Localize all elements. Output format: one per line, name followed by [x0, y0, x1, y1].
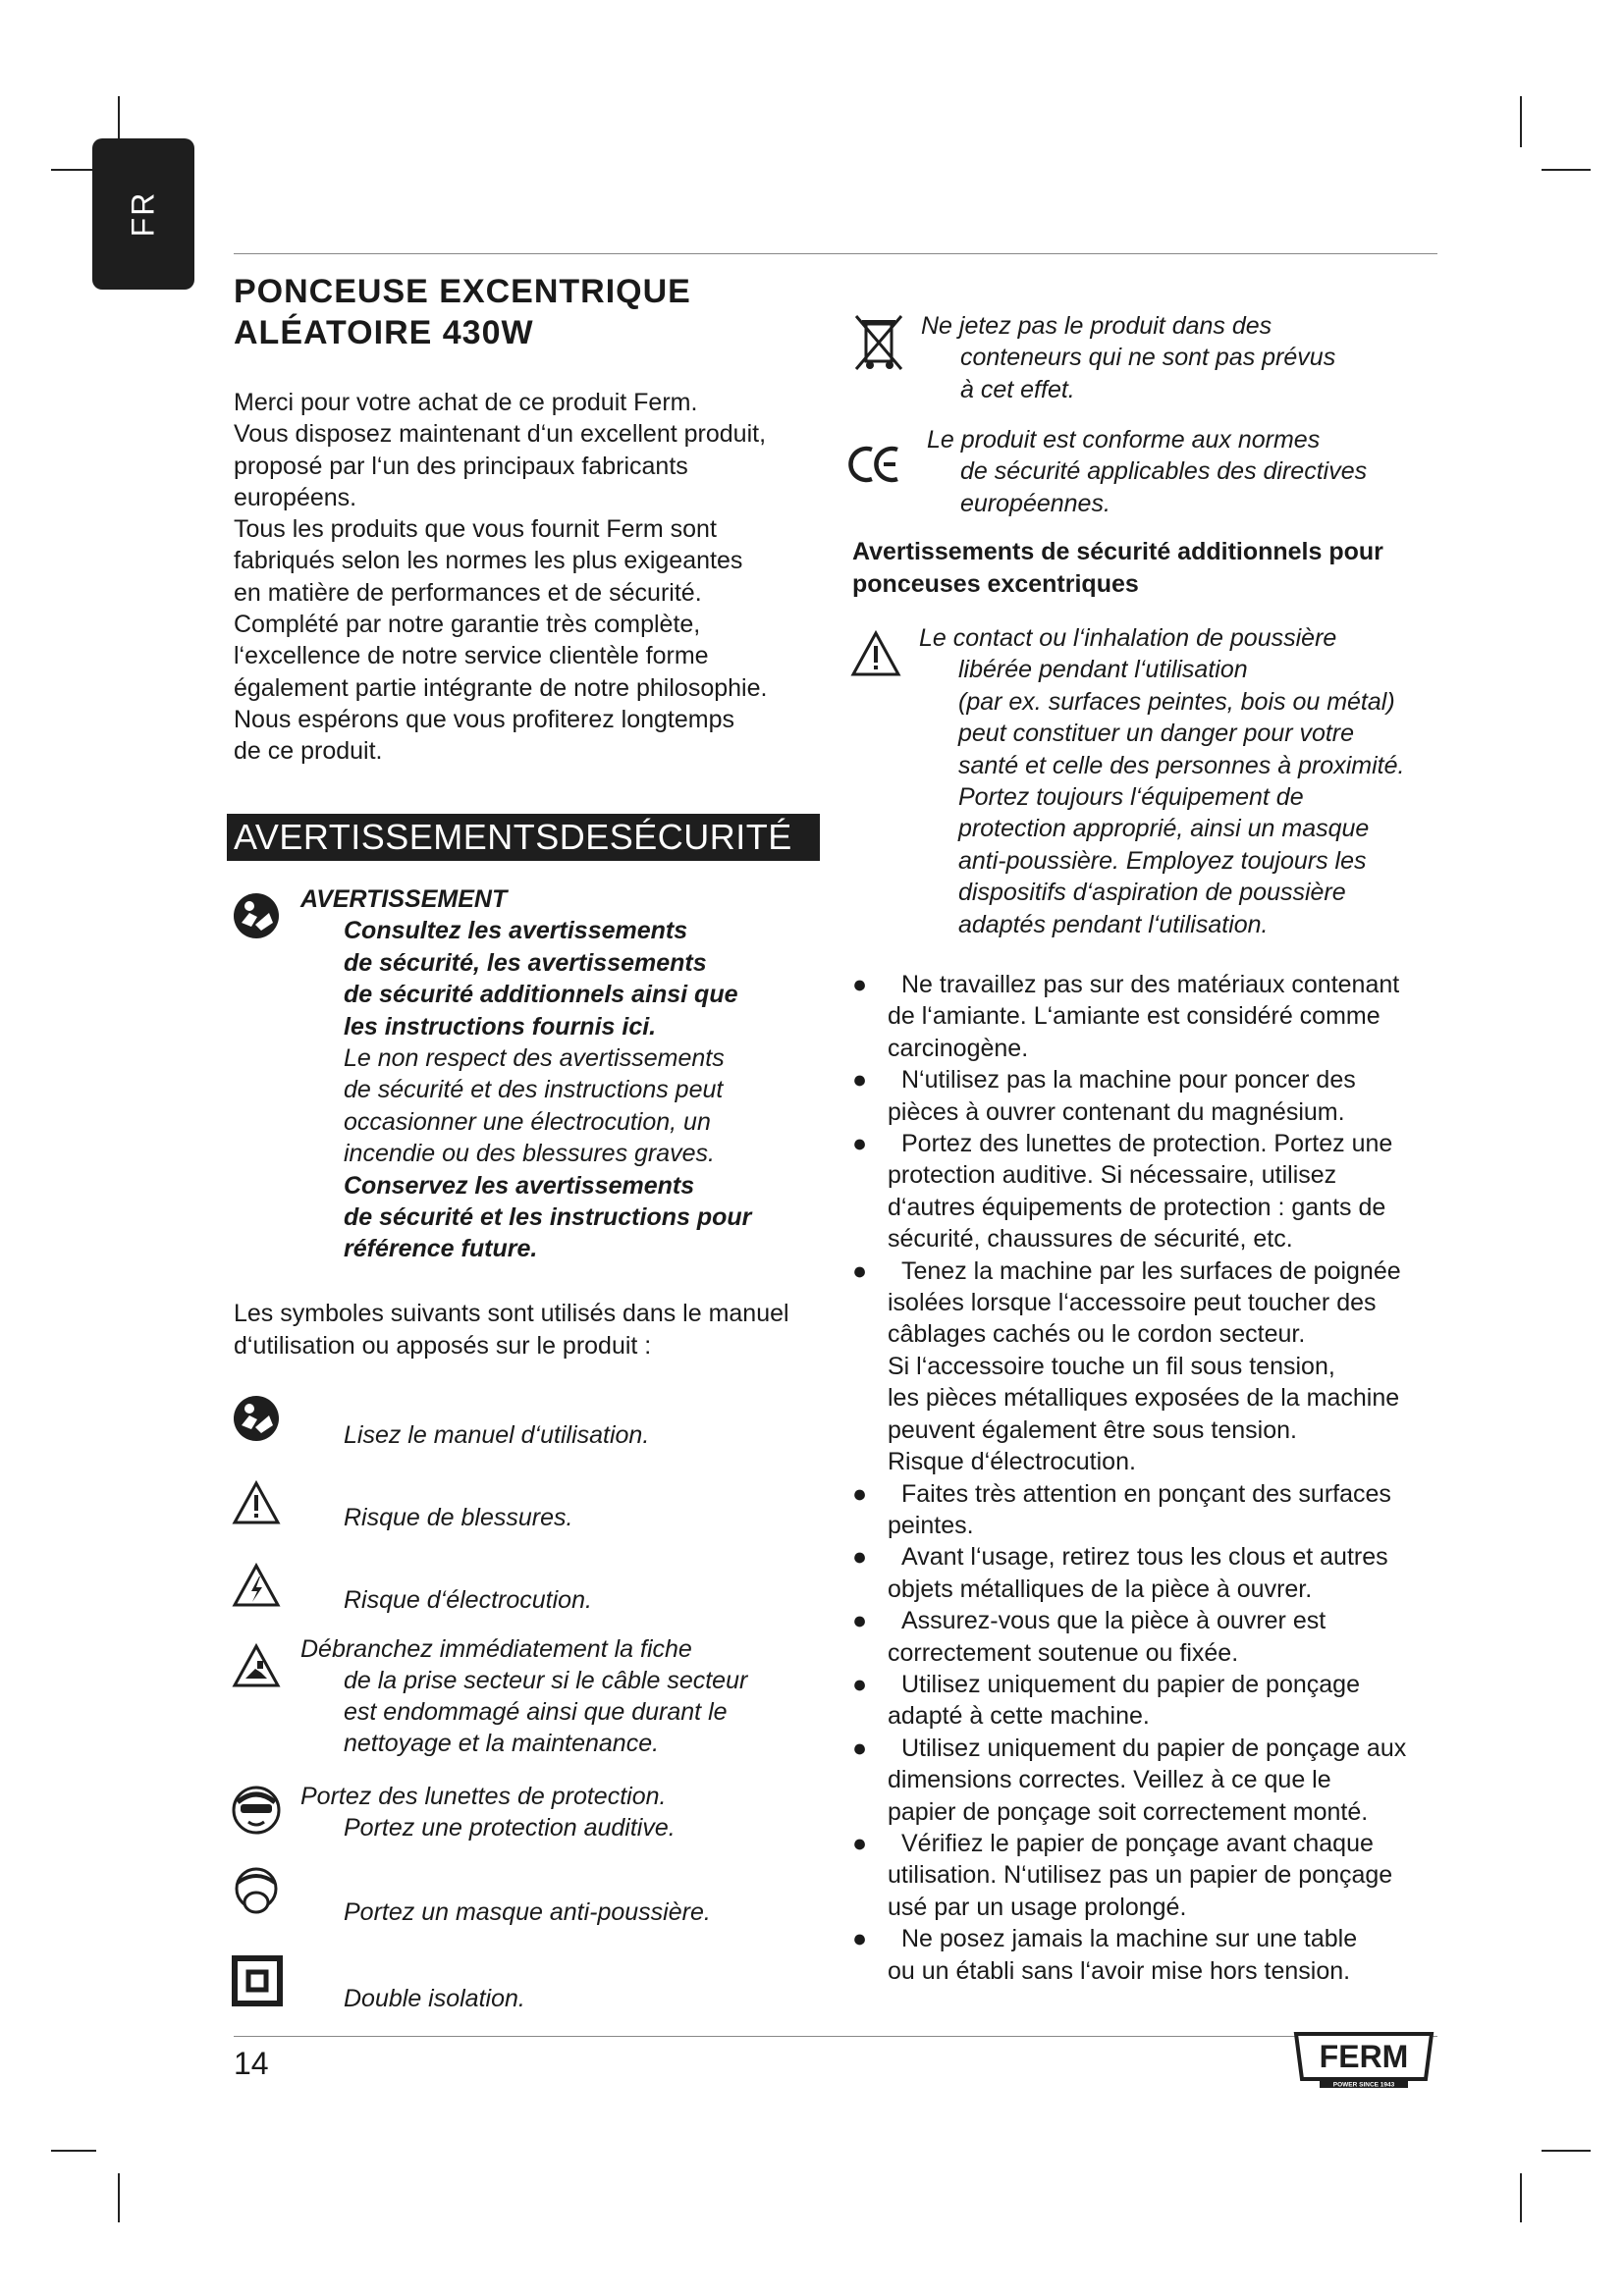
- list-item: ● Faites très attention en ponçant des surfaces peintes.: [852, 1479, 1391, 1539]
- symbol-double-text: Double isolation.: [344, 1985, 525, 2012]
- page-number: 14: [234, 2046, 269, 2081]
- crop-mark: [51, 169, 94, 171]
- list-item: ● N‘utilisez pas la machine pour poncer des pièces à ouvrer contenant du magnésium.: [852, 1066, 1356, 1126]
- logo-name: FERM: [1319, 2039, 1409, 2074]
- list-item: ● Portez des lunettes de protection. Portez une protection auditive. Si nécessaire, utilisez d‘autres équipements de protection : gants de sécurité, chaussures de sécurité, etc.: [852, 1130, 1393, 1254]
- list-item: ● Ne travaillez pas sur des matériaux contenant de l‘amiante. L‘amiante est considéré comme carcinogène.: [852, 971, 1400, 1062]
- read-manual-icon: [232, 891, 281, 940]
- crop-mark: [1542, 169, 1591, 171]
- crop-mark: [1542, 2150, 1591, 2152]
- crop-mark: [51, 2150, 96, 2152]
- goggles-ear-protection-icon: [232, 1785, 281, 1836]
- list-item: ● Avant l‘usage, retirez tous les clous et autres objets métalliques de la pièce à ouvrer.: [852, 1543, 1388, 1603]
- section-heading: AVERTISSEMENTSDESÉCURITÉ: [227, 814, 820, 861]
- double-insulation-icon: [232, 1955, 283, 2006]
- symbol-goggles-text: Portez des lunettes de protection. Portez une protection auditive.: [300, 1783, 676, 1842]
- safety-heading: Avertissements de sécurité additionnels pour ponceuses excentriques: [852, 538, 1383, 598]
- bottom-rule: [234, 2036, 1437, 2037]
- warning-triangle-icon: [850, 630, 901, 677]
- safety-bullet-list: [852, 969, 1451, 1987]
- symbol-electro-text: Risque d‘électrocution.: [344, 1586, 592, 1614]
- crop-mark: [118, 2173, 120, 2222]
- symbol-mask-text: Portez un masque anti-poussière.: [344, 1898, 711, 1926]
- dust-mask-icon: [232, 1865, 281, 1918]
- crop-mark: [1520, 2173, 1522, 2222]
- language-tab: FR: [92, 138, 194, 290]
- list-item: ● Ne posez jamais la machine sur une table ou un établi sans l‘avoir mise hors tension.: [852, 1925, 1358, 1985]
- page-title: PONCEUSE EXCENTRIQUE ALÉATOIRE 430W: [234, 273, 691, 351]
- list-item: ● Vérifiez le papier de ponçage avant chaque utilisation. N‘utilisez pas un papier de ponçage usé par un usage prolongé.: [852, 1829, 1393, 1921]
- intro-paragraph: Merci pour votre achat de ce produit Ferm. Vous disposez maintenant d‘un excellent produit, proposé par l‘un des principaux fabricants européens. Tous les produits que vous fournit Ferm sont fabriqués selon les normes les plus exigeantes en matière de performances et de sécurité. Complété par notre garantie très complète, l‘excellence de notre service clientèle forme également partie intégrante de notre philosophie. Nous espérons que vous profiterez longtemps de ce produit.: [234, 389, 768, 766]
- symbols-intro: Les symboles suivants sont utilisés dans le manuel d‘utilisation ou apposés sur le produit :: [234, 1300, 789, 1360]
- list-item: ● Utilisez uniquement du papier de ponçage adapté à cette machine.: [852, 1670, 1360, 1731]
- top-rule: [234, 253, 1437, 254]
- crop-mark: [118, 96, 120, 141]
- bin-symbol-text: Ne jetez pas le produit dans des conteneurs qui ne sont pas prévus à cet effet.: [921, 312, 1336, 403]
- weee-bin-icon: [850, 312, 907, 373]
- ce-mark-icon: [848, 444, 903, 485]
- dust-warning-text: Le contact ou l‘inhalation de poussière libérée pendant l‘utilisation (par ex. surfaces peintes, bois ou métal) peut constituer un danger pour votre santé et celle des personnes à proximité. Portez toujours l‘équipement de protection approprié, ainsi un masque anti-poussière. Employez toujours les dispositifs d‘aspiration de poussière adaptés pendant l‘utilisation.: [919, 624, 1405, 938]
- ce-symbol-text: Le produit est conforme aux normes de sécurité applicables des directives européennes.: [927, 426, 1368, 517]
- electric-hazard-icon: [232, 1563, 281, 1608]
- list-item: ● Assurez-vous que la pièce à ouvrer est correctement soutenue ou fixée.: [852, 1607, 1326, 1667]
- warning-block: AVERTISSEMENT Consultez les avertissements de sécurité, les avertissements de sécurité additionnels ainsi que les instructions fournis ici. Le non respect des avertissements de sécurité et des instructions peut occasionner une électrocution, un incendie ou des blessures graves. Conservez les avertissements de sécurité et les instructions pour référence future.: [300, 885, 752, 1263]
- ferm-logo: [1292, 2030, 1435, 2089]
- read-manual-icon: [232, 1394, 281, 1443]
- crop-mark: [1520, 96, 1522, 147]
- logo-tagline: POWER SINCE 1943: [1332, 2081, 1395, 2089]
- list-item: ● Utilisez uniquement du papier de ponçage aux dimensions correctes. Veillez à ce que le papier de ponçage soit correctement monté.: [852, 1734, 1407, 1826]
- symbol-manual-text: Lisez le manuel d‘utilisation.: [344, 1421, 650, 1449]
- warning-triangle-icon: [232, 1480, 281, 1525]
- unplug-warning-icon: [232, 1643, 281, 1688]
- symbol-unplug-text: Débranchez immédiatement la fiche de la prise secteur si le câble secteur est endommagé ainsi que durant le nettoyage et la maintenance.: [300, 1635, 748, 1757]
- symbol-injury-text: Risque de blessures.: [344, 1504, 573, 1531]
- list-item: ● Tenez la machine par les surfaces de poignée isolées lorsque l‘accessoire peut toucher des câblages cachés ou le cordon secteur. Si l‘accessoire touche un fil sous tension, les pièces métalliques exposées de la machine peuvent également être sous tension. Risque d‘électrocution.: [852, 1256, 1401, 1476]
